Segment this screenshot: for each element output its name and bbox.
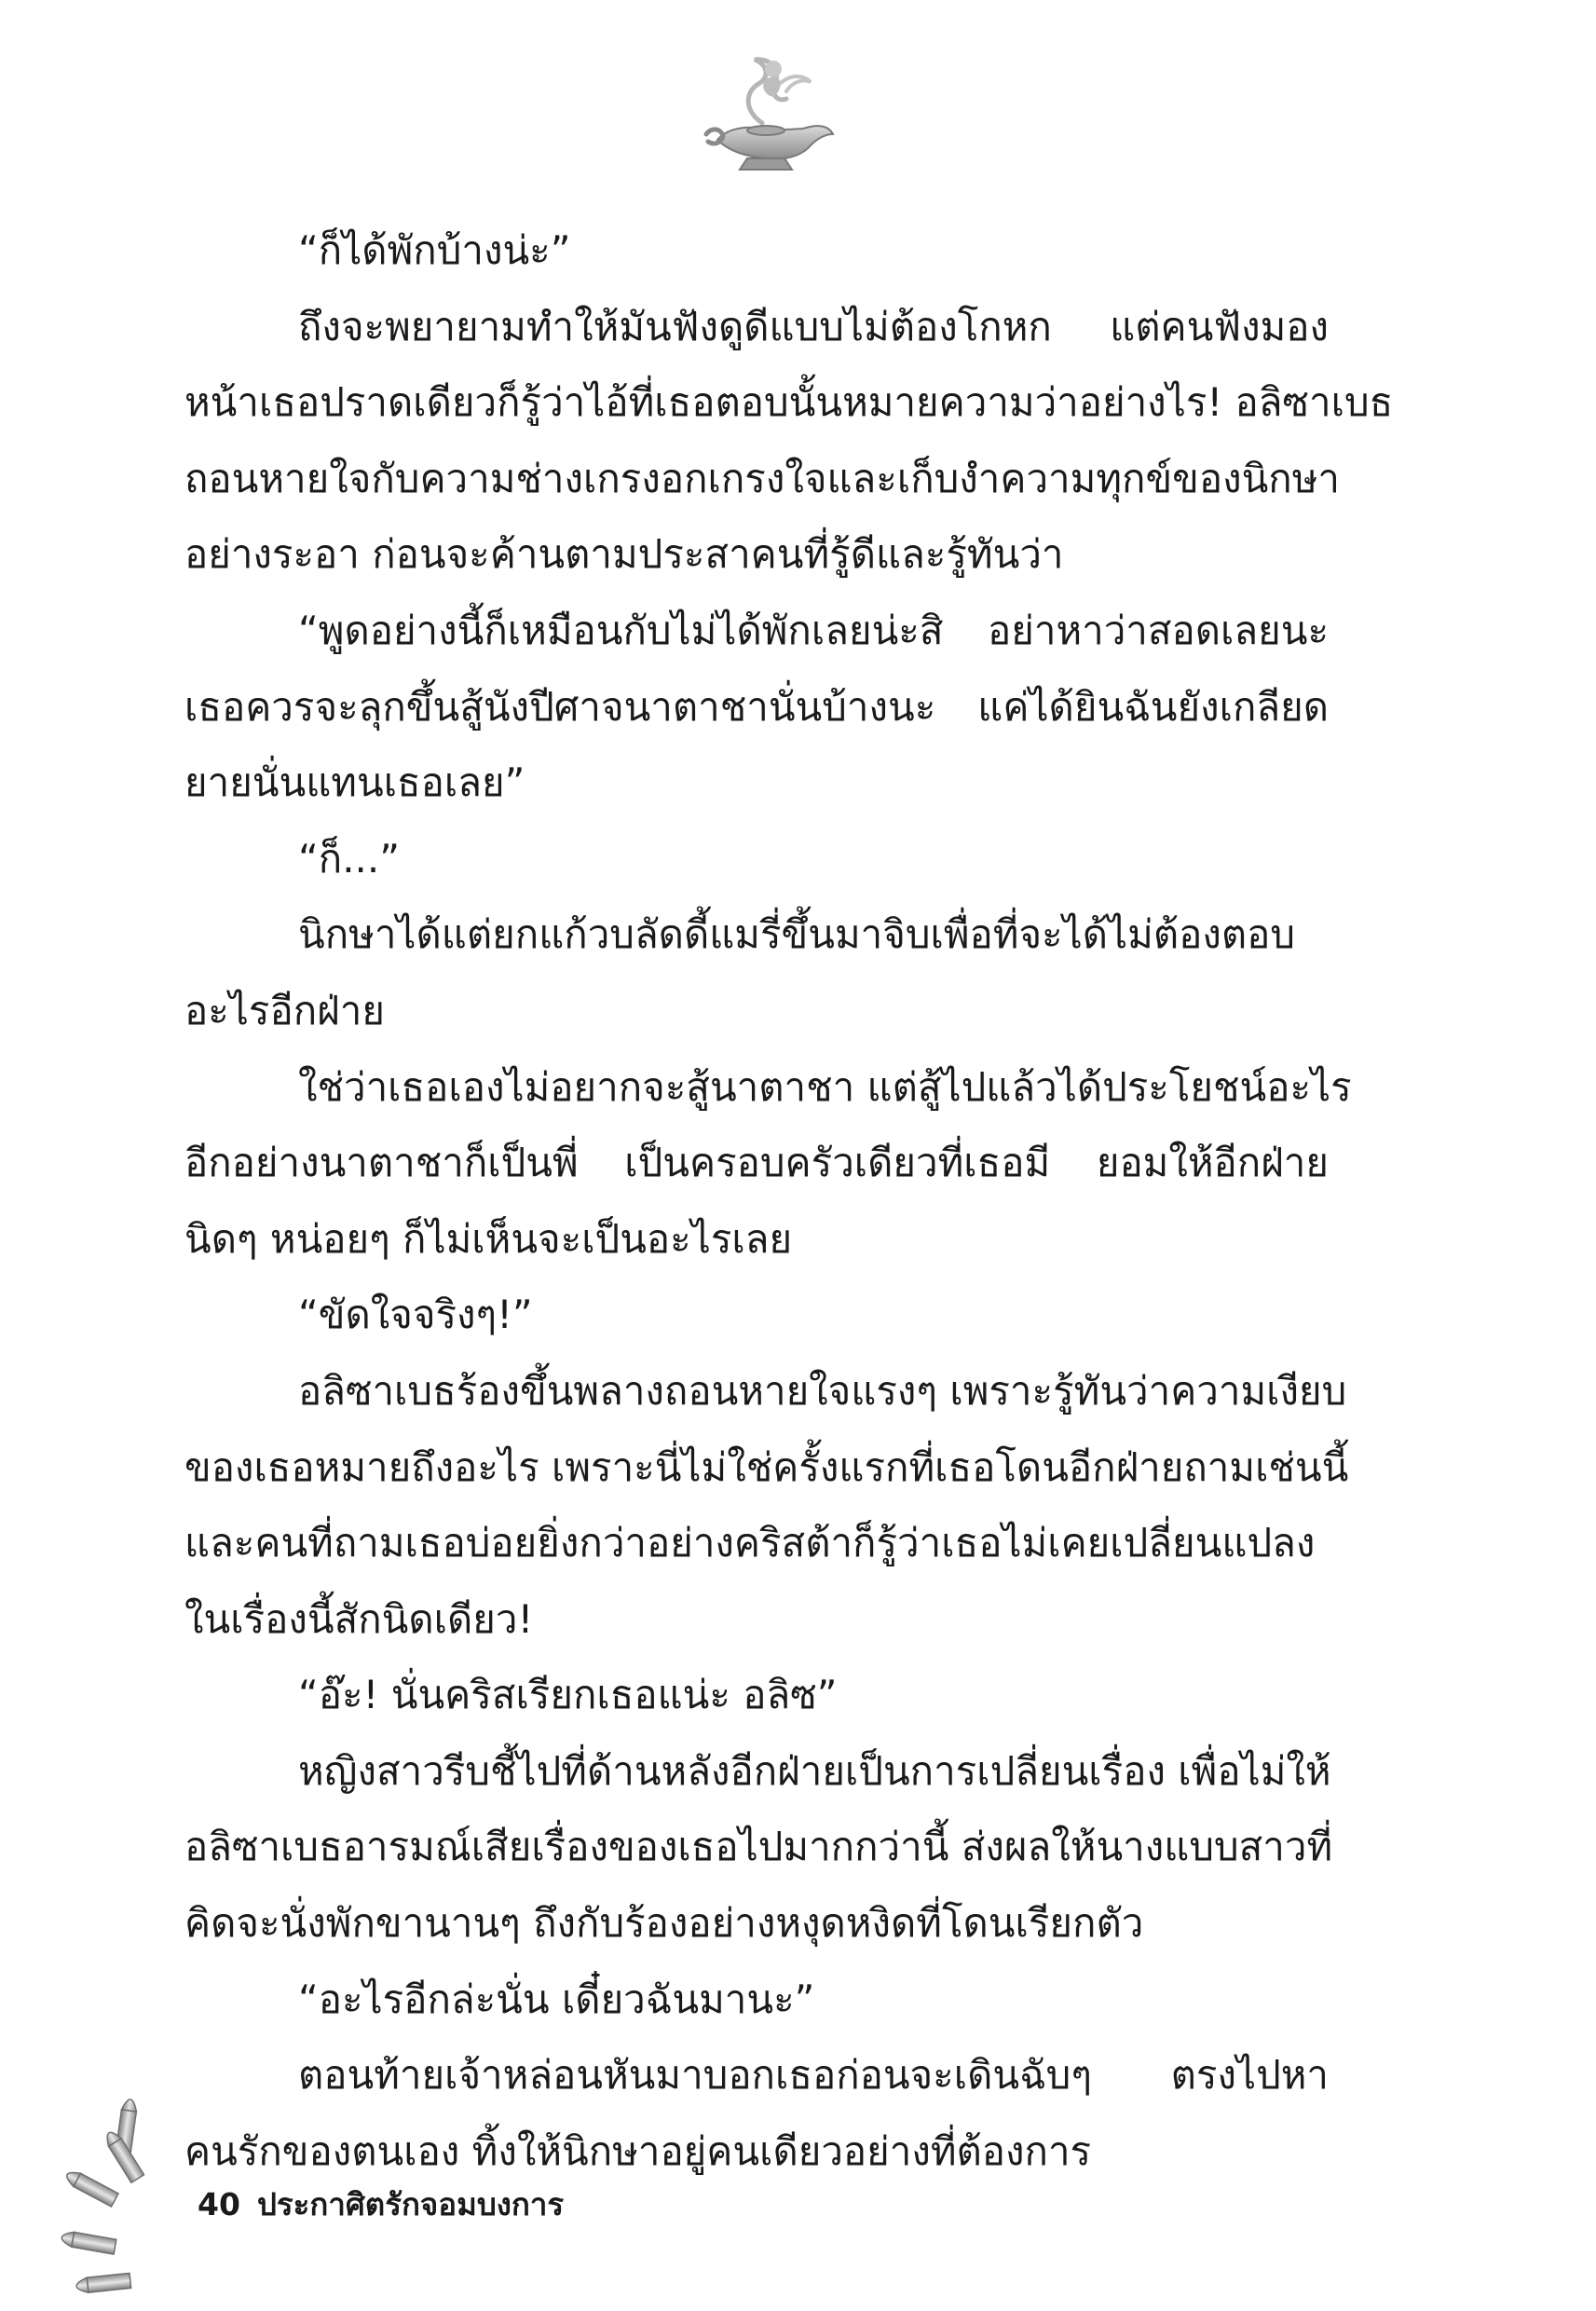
- text-line: ยายนั่นแทนเธอเลย”: [184, 759, 525, 806]
- text-line: “ก็...”: [298, 835, 400, 882]
- text-line: ถึงจะพยายามทำให้มันฟังดูดีแบบไม่ต้องโกหก แต่คนฟังมอง: [298, 303, 1329, 349]
- text-line: ถอนหายใจกับความช่างเกรงอกเกรงใจและเก็บงำความทุกข์ของนิกษา: [184, 455, 1341, 501]
- page-footer: [198, 2181, 564, 2227]
- text-line: หญิงสาวรีบชี้ไปที่ด้านหลังอีกฝ่ายเป็นการเปลี่ยนเรื่อง เพื่อไม่ให้: [298, 1747, 1331, 1794]
- text-line: นิดๆ หน่อยๆ ก็ไม่เห็นจะเป็นอะไรเลย: [184, 1215, 793, 1262]
- text-line: อะไรอีกฝ่าย: [184, 987, 385, 1033]
- text-line: อีกอย่างนาตาชาก็เป็นพี่ เป็นครอบครัวเดียวที่เธอมี ยอมให้อีกฝ่าย: [184, 1140, 1329, 1186]
- text-line: และคนที่ถามเธอบ่อยยิ่งกว่าอย่างคริสต้าก็รู้ว่าเธอไม่เคยเปลี่ยนแปลง: [184, 1520, 1316, 1566]
- text-line: “พูดอย่างนี้ก็เหมือนกับไม่ได้พักเลยน่ะสิ อย่าหาว่าสอดเลยนะ: [298, 607, 1329, 653]
- text-line: นิกษาได้แต่ยกแก้วบลัดดี้แมรี่ขึ้นมาจิบเพื่อที่จะได้ไม่ต้องตอบ: [298, 911, 1295, 958]
- text-line: “ก็ได้พักบ้างน่ะ”: [298, 227, 571, 273]
- page-number: 40: [198, 2185, 240, 2222]
- bullets-icon: [51, 2087, 191, 2302]
- genie-lamp-icon: [680, 37, 848, 177]
- text-line: หน้าเธอปราดเดียวก็รู้ว่าไอ้ที่เธอตอบนั้นหมายความว่าอย่างไร! อลิซาเบธ: [184, 379, 1394, 426]
- text-line: เธอควรจะลุกขึ้นสู้นังปีศาจนาตาชานั่นบ้างนะ แค่ได้ยินฉันยังเกลียด: [184, 683, 1329, 730]
- text-line: อลิซาเบธอารมณ์เสียเรื่องของเธอไปมากกว่านี้ ส่งผลให้นางแบบสาวที่: [184, 1824, 1333, 1870]
- text-line: ของเธอหมายถึงอะไร เพราะนี่ไม่ใช่ครั้งแรกที่เธอโดนอีกฝ่ายถามเช่นนี้: [184, 1443, 1349, 1490]
- text-line: อย่างระอา ก่อนจะค้านตามประสาคนที่รู้ดีและรู้ทันว่า: [184, 531, 1064, 578]
- text-line: “ขัดใจจริงๆ!”: [298, 1292, 533, 1338]
- book-title: ประกาศิตรักจอมบงการ: [256, 2185, 565, 2222]
- text-line: ใช่ว่าเธอเองไม่อยากจะสู้นาตาชา แต่สู้ไปแล้วได้ประโยชน์อะไร: [298, 1063, 1352, 1110]
- chapter-body: [184, 212, 1394, 2189]
- text-line: อลิซาเบธร้องขึ้นพลางถอนหายใจแรงๆ เพราะรู้ทันว่าความเงียบ: [298, 1367, 1347, 1414]
- text-line: “อ๊ะ! นั่นคริสเรียกเธอแน่ะ อลิซ”: [298, 1672, 838, 1718]
- text-line: ในเรื่องนี้สักนิดเดียว!: [184, 1595, 534, 1642]
- text-line: ตอนท้ายเจ้าหล่อนหันมาบอกเธอก่อนจะเดินฉับๆ ตรงไปหา: [298, 2052, 1329, 2099]
- text-line: คนรักของตนเอง ทิ้งให้นิกษาอยู่คนเดียวอย่างที่ต้องการ: [184, 2127, 1092, 2174]
- text-line: “อะไรอีกล่ะนั่น เดี๋ยวฉันมานะ”: [298, 1976, 815, 2022]
- text-line: คิดจะนั่งพักขานานๆ ถึงกับร้องอย่างหงุดหงิดที่โดนเรียกตัว: [184, 1900, 1144, 1947]
